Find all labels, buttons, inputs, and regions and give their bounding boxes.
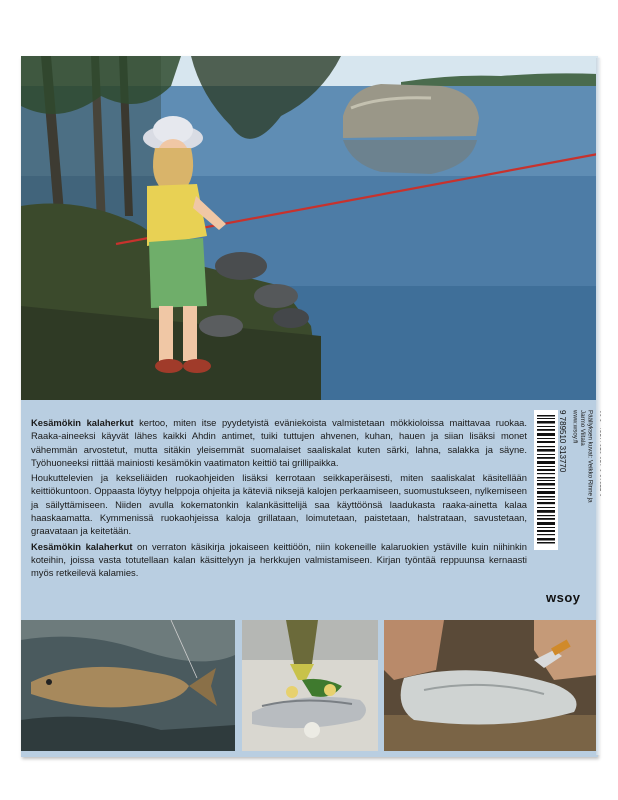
imprint-photos-line: Päällyksen kuvat: Veikko Rinne ja bbox=[586, 410, 594, 503]
cleaning-fish-illustration bbox=[384, 620, 598, 751]
book-title-inline: Kesämökin kalaherkut bbox=[31, 417, 134, 428]
barcode-area bbox=[534, 410, 594, 610]
blurb-paragraph-2: Houkuttelevien ja kekseliäiden ruokaohjeiden lisäksi kerrotaan seikkaperäisesti, miten saaliskalat käsitellään keittiökuntoon. Oppaasta löytyy helppoja ohjeita ja käteviä niksejä kalojen perkaamiseen, suomustukseen, nylkemiseen ja säilyttämiseen. Niiden avulla kokematonkin kalankäsittelijä saa käyttöönsä laadukasta raaka-ainetta kalaa haaskaamatta. Kymmenissä ruokaohjeissa kaloja grillataan, loimutetaan, paistetaan, halstrataan, savustetaan, graavataan ja keitetään. bbox=[31, 472, 527, 537]
fish-dish-illustration bbox=[242, 620, 378, 751]
blurb-paragraph-1-text: kertoo, miten itse pyydetyistä eväniekoista valmistetaan mökkioloissa maittavaa ruokaa. Raaka-aineeksi käyvät lähes kaikki Ahdin antimet, tuiki tuttujen ahvenen, kuhan, hauen ja siian lisäksi monet vähemmän arvostetut, mutta sitäkin yleisemmät suomalaiset saaliskalat kuten särki, lahna, salakka ja säyne. Työhuoneeksi riittää mainiosti kesämökin vaatimaton keittiö tai grillipaikka. bbox=[31, 417, 528, 468]
isbn-digits: 9 789510 313770 bbox=[558, 410, 567, 473]
barcode-icon bbox=[534, 410, 558, 550]
cover-photo-girl-fishing bbox=[21, 56, 598, 400]
imprint-photographer-line: Jarmo Viitala bbox=[579, 410, 586, 446]
book-back-cover bbox=[21, 56, 598, 757]
photo-girl-fishing-illustration bbox=[21, 56, 598, 400]
blurb-panel bbox=[21, 400, 598, 614]
photo-fish-dish bbox=[242, 620, 378, 751]
blurb-paragraph-1 bbox=[31, 416, 527, 469]
cover-edge bbox=[596, 58, 600, 755]
blurb-paragraph-3 bbox=[31, 540, 527, 580]
photo-fish-in-water bbox=[21, 620, 235, 751]
blurb-paragraph-3-text: on verraton käsikirja jokaiseen keittiöön, niin kokeneille kalaruokien ystäville kuin niihinkin koteihin, joissa vasta totutellaan kalan käsittelyyn ja herkkujen valmistamiseen. Kirjan työntää reppuunsa kernaasti myös retkeilevä kalamies. bbox=[31, 540, 527, 579]
publisher-logo: wsoy bbox=[546, 590, 581, 605]
imprint-website: www.wsoy.fi bbox=[571, 410, 579, 444]
bottom-photo-strip bbox=[21, 614, 598, 757]
book-title-inline: Kesämökin kalaherkut bbox=[31, 540, 133, 552]
blurb-text bbox=[31, 416, 527, 582]
photo-cleaning-fish bbox=[384, 620, 598, 751]
fish-in-water-illustration bbox=[21, 620, 235, 751]
